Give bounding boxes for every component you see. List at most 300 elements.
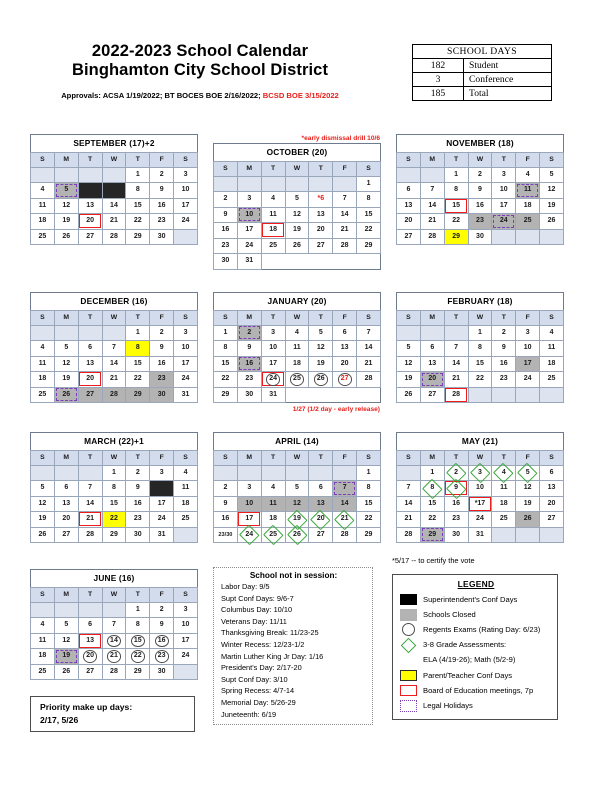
- calendar-day-cell[interactable]: [357, 192, 381, 208]
- calendar-day-cell[interactable]: [150, 372, 174, 388]
- calendar-day-cell[interactable]: [285, 192, 309, 208]
- calendar-day-cell[interactable]: [54, 356, 78, 372]
- calendar-day-cell[interactable]: [214, 527, 238, 543]
- calendar-day-cell[interactable]: [540, 512, 564, 528]
- calendar-day-cell[interactable]: [237, 325, 261, 341]
- calendar-day-cell[interactable]: [420, 356, 444, 372]
- calendar-day-cell[interactable]: [492, 341, 516, 357]
- calendar-day-cell[interactable]: [150, 229, 174, 245]
- calendar-day-cell[interactable]: [444, 465, 468, 481]
- calendar-day-cell[interactable]: [516, 481, 540, 497]
- calendar-day-cell[interactable]: [102, 183, 126, 199]
- calendar-day-cell[interactable]: [214, 481, 238, 497]
- calendar-day-cell[interactable]: [285, 527, 309, 543]
- calendar-day-cell[interactable]: [333, 356, 357, 372]
- calendar-day-cell[interactable]: [102, 633, 126, 649]
- calendar-day-cell[interactable]: [516, 465, 540, 481]
- calendar-day-cell[interactable]: [261, 387, 285, 403]
- calendar-day-cell[interactable]: [126, 198, 150, 214]
- calendar-day-cell[interactable]: [444, 356, 468, 372]
- calendar-day-cell[interactable]: [492, 356, 516, 372]
- calendar-day-cell[interactable]: [309, 341, 333, 357]
- calendar-day-cell[interactable]: [309, 238, 333, 254]
- calendar-day-cell[interactable]: [420, 496, 444, 512]
- calendar-day-cell[interactable]: [150, 512, 174, 528]
- calendar-day-cell[interactable]: [78, 496, 102, 512]
- calendar-day-cell[interactable]: [150, 527, 174, 543]
- calendar-day-cell[interactable]: [333, 223, 357, 239]
- calendar-day-cell[interactable]: [102, 356, 126, 372]
- calendar-day-cell[interactable]: [102, 341, 126, 357]
- calendar-day-cell[interactable]: [492, 372, 516, 388]
- calendar-day-cell[interactable]: [492, 198, 516, 214]
- calendar-day-cell[interactable]: [31, 649, 55, 665]
- calendar-day-cell[interactable]: [492, 496, 516, 512]
- calendar-day-cell[interactable]: [333, 527, 357, 543]
- calendar-day-cell[interactable]: [309, 356, 333, 372]
- calendar-day-cell[interactable]: [78, 198, 102, 214]
- calendar-day-cell[interactable]: [54, 618, 78, 634]
- calendar-day-cell[interactable]: [102, 527, 126, 543]
- calendar-day-cell[interactable]: [174, 214, 198, 230]
- calendar-day-cell[interactable]: [31, 356, 55, 372]
- calendar-day-cell[interactable]: [261, 372, 285, 388]
- calendar-day-cell[interactable]: [285, 325, 309, 341]
- calendar-day-cell[interactable]: [397, 356, 421, 372]
- calendar-day-cell[interactable]: [102, 496, 126, 512]
- calendar-day-cell[interactable]: [174, 325, 198, 341]
- calendar-day-cell[interactable]: [444, 341, 468, 357]
- calendar-day-cell[interactable]: [78, 341, 102, 357]
- calendar-day-cell[interactable]: [78, 649, 102, 665]
- calendar-day-cell[interactable]: [261, 207, 285, 223]
- calendar-day-cell[interactable]: [78, 481, 102, 497]
- calendar-day-cell[interactable]: [516, 372, 540, 388]
- calendar-day-cell[interactable]: [54, 214, 78, 230]
- calendar-day-cell[interactable]: [444, 214, 468, 230]
- calendar-day-cell[interactable]: [126, 356, 150, 372]
- calendar-day-cell[interactable]: [78, 633, 102, 649]
- calendar-day-cell[interactable]: [126, 664, 150, 680]
- calendar-day-cell[interactable]: [54, 527, 78, 543]
- calendar-day-cell[interactable]: [54, 372, 78, 388]
- calendar-day-cell[interactable]: [420, 214, 444, 230]
- calendar-day-cell[interactable]: [420, 229, 444, 245]
- calendar-day-cell[interactable]: [516, 325, 540, 341]
- calendar-day-cell[interactable]: [102, 465, 126, 481]
- calendar-day-cell[interactable]: [78, 229, 102, 245]
- calendar-day-cell[interactable]: [516, 214, 540, 230]
- calendar-day-cell[interactable]: [150, 465, 174, 481]
- calendar-day-cell[interactable]: [126, 602, 150, 618]
- calendar-day-cell[interactable]: [540, 214, 564, 230]
- calendar-day-cell[interactable]: [126, 496, 150, 512]
- calendar-day-cell[interactable]: [516, 167, 540, 183]
- calendar-day-cell[interactable]: [174, 633, 198, 649]
- calendar-day-cell[interactable]: [126, 183, 150, 199]
- calendar-day-cell[interactable]: [397, 481, 421, 497]
- calendar-day-cell[interactable]: [420, 387, 444, 403]
- calendar-day-cell[interactable]: [357, 465, 381, 481]
- calendar-day-cell[interactable]: [468, 527, 492, 543]
- calendar-day-cell[interactable]: [357, 512, 381, 528]
- calendar-day-cell[interactable]: [237, 496, 261, 512]
- calendar-day-cell[interactable]: [102, 198, 126, 214]
- calendar-day-cell[interactable]: [444, 167, 468, 183]
- calendar-day-cell[interactable]: [214, 356, 238, 372]
- calendar-day-cell[interactable]: [126, 527, 150, 543]
- calendar-day-cell[interactable]: [214, 341, 238, 357]
- calendar-day-cell[interactable]: [516, 341, 540, 357]
- calendar-day-cell[interactable]: [261, 192, 285, 208]
- calendar-day-cell[interactable]: [516, 183, 540, 199]
- calendar-day-cell[interactable]: [492, 167, 516, 183]
- calendar-day-cell[interactable]: [397, 527, 421, 543]
- calendar-day-cell[interactable]: [174, 496, 198, 512]
- calendar-day-cell[interactable]: [150, 356, 174, 372]
- calendar-day-cell[interactable]: [309, 481, 333, 497]
- calendar-day-cell[interactable]: [126, 512, 150, 528]
- calendar-day-cell[interactable]: [31, 481, 55, 497]
- calendar-day-cell[interactable]: [468, 481, 492, 497]
- calendar-day-cell[interactable]: [174, 481, 198, 497]
- calendar-day-cell[interactable]: [150, 341, 174, 357]
- calendar-day-cell[interactable]: [126, 229, 150, 245]
- calendar-day-cell[interactable]: [237, 527, 261, 543]
- calendar-day-cell[interactable]: [468, 496, 492, 512]
- calendar-day-cell[interactable]: [214, 223, 238, 239]
- calendar-day-cell[interactable]: [357, 527, 381, 543]
- calendar-day-cell[interactable]: [150, 664, 174, 680]
- calendar-day-cell[interactable]: [237, 341, 261, 357]
- calendar-day-cell[interactable]: [150, 618, 174, 634]
- calendar-day-cell[interactable]: [54, 664, 78, 680]
- calendar-day-cell[interactable]: [54, 633, 78, 649]
- calendar-day-cell[interactable]: [420, 198, 444, 214]
- calendar-day-cell[interactable]: [31, 341, 55, 357]
- calendar-day-cell[interactable]: [102, 618, 126, 634]
- calendar-day-cell[interactable]: [54, 387, 78, 403]
- calendar-day-cell[interactable]: [150, 602, 174, 618]
- calendar-day-cell[interactable]: [174, 512, 198, 528]
- calendar-day-cell[interactable]: [78, 618, 102, 634]
- calendar-day-cell[interactable]: [174, 372, 198, 388]
- calendar-day-cell[interactable]: [102, 372, 126, 388]
- calendar-day-cell[interactable]: [214, 387, 238, 403]
- calendar-day-cell[interactable]: [285, 372, 309, 388]
- calendar-day-cell[interactable]: [333, 481, 357, 497]
- calendar-day-cell[interactable]: [102, 481, 126, 497]
- calendar-day-cell[interactable]: [333, 372, 357, 388]
- calendar-day-cell[interactable]: [468, 325, 492, 341]
- calendar-day-cell[interactable]: [150, 496, 174, 512]
- calendar-day-cell[interactable]: [78, 214, 102, 230]
- calendar-day-cell[interactable]: [78, 183, 102, 199]
- calendar-day-cell[interactable]: [102, 512, 126, 528]
- calendar-day-cell[interactable]: [54, 512, 78, 528]
- calendar-day-cell[interactable]: [444, 198, 468, 214]
- calendar-day-cell[interactable]: [237, 192, 261, 208]
- calendar-day-cell[interactable]: [261, 512, 285, 528]
- calendar-day-cell[interactable]: [78, 664, 102, 680]
- calendar-day-cell[interactable]: [333, 207, 357, 223]
- calendar-day-cell[interactable]: [333, 341, 357, 357]
- calendar-day-cell[interactable]: [102, 214, 126, 230]
- calendar-day-cell[interactable]: [397, 387, 421, 403]
- calendar-day-cell[interactable]: [150, 649, 174, 665]
- calendar-day-cell[interactable]: [357, 341, 381, 357]
- calendar-day-cell[interactable]: [420, 341, 444, 357]
- calendar-day-cell[interactable]: [309, 223, 333, 239]
- calendar-day-cell[interactable]: [444, 512, 468, 528]
- calendar-day-cell[interactable]: [126, 325, 150, 341]
- calendar-day-cell[interactable]: [102, 229, 126, 245]
- calendar-day-cell[interactable]: [214, 325, 238, 341]
- calendar-day-cell[interactable]: [31, 387, 55, 403]
- calendar-day-cell[interactable]: [468, 167, 492, 183]
- calendar-day-cell[interactable]: [468, 229, 492, 245]
- calendar-day-cell[interactable]: [540, 465, 564, 481]
- calendar-day-cell[interactable]: [540, 481, 564, 497]
- calendar-day-cell[interactable]: [333, 325, 357, 341]
- calendar-day-cell[interactable]: [444, 496, 468, 512]
- calendar-day-cell[interactable]: [237, 238, 261, 254]
- calendar-day-cell[interactable]: [261, 341, 285, 357]
- calendar-day-cell[interactable]: [397, 198, 421, 214]
- calendar-day-cell[interactable]: [261, 238, 285, 254]
- calendar-day-cell[interactable]: [214, 238, 238, 254]
- calendar-day-cell[interactable]: [420, 527, 444, 543]
- calendar-day-cell[interactable]: [540, 496, 564, 512]
- calendar-day-cell[interactable]: [126, 167, 150, 183]
- calendar-day-cell[interactable]: [214, 207, 238, 223]
- calendar-day-cell[interactable]: [126, 649, 150, 665]
- calendar-day-cell[interactable]: [102, 664, 126, 680]
- calendar-day-cell[interactable]: [126, 633, 150, 649]
- calendar-day-cell[interactable]: [333, 238, 357, 254]
- calendar-day-cell[interactable]: [357, 372, 381, 388]
- calendar-day-cell[interactable]: [78, 372, 102, 388]
- calendar-day-cell[interactable]: [333, 496, 357, 512]
- calendar-day-cell[interactable]: [444, 229, 468, 245]
- calendar-day-cell[interactable]: [420, 481, 444, 497]
- calendar-day-cell[interactable]: [468, 356, 492, 372]
- calendar-day-cell[interactable]: [174, 356, 198, 372]
- calendar-day-cell[interactable]: [540, 183, 564, 199]
- calendar-day-cell[interactable]: [285, 496, 309, 512]
- calendar-day-cell[interactable]: [285, 341, 309, 357]
- calendar-day-cell[interactable]: [420, 183, 444, 199]
- calendar-day-cell[interactable]: [174, 602, 198, 618]
- calendar-day-cell[interactable]: [357, 223, 381, 239]
- calendar-day-cell[interactable]: [309, 192, 333, 208]
- calendar-day-cell[interactable]: [214, 192, 238, 208]
- calendar-day-cell[interactable]: [174, 465, 198, 481]
- calendar-day-cell[interactable]: [261, 325, 285, 341]
- calendar-day-cell[interactable]: [444, 183, 468, 199]
- calendar-day-cell[interactable]: [150, 633, 174, 649]
- calendar-day-cell[interactable]: [492, 512, 516, 528]
- calendar-day-cell[interactable]: [261, 496, 285, 512]
- calendar-day-cell[interactable]: [540, 325, 564, 341]
- calendar-day-cell[interactable]: [397, 512, 421, 528]
- calendar-day-cell[interactable]: [261, 527, 285, 543]
- calendar-day-cell[interactable]: [492, 481, 516, 497]
- calendar-day-cell[interactable]: [31, 618, 55, 634]
- calendar-day-cell[interactable]: [309, 496, 333, 512]
- calendar-day-cell[interactable]: [150, 167, 174, 183]
- calendar-day-cell[interactable]: [540, 341, 564, 357]
- calendar-day-cell[interactable]: [492, 214, 516, 230]
- calendar-day-cell[interactable]: [357, 207, 381, 223]
- calendar-day-cell[interactable]: [285, 207, 309, 223]
- calendar-day-cell[interactable]: [468, 198, 492, 214]
- calendar-day-cell[interactable]: [468, 183, 492, 199]
- calendar-day-cell[interactable]: [54, 341, 78, 357]
- calendar-day-cell[interactable]: [397, 341, 421, 357]
- calendar-day-cell[interactable]: [516, 512, 540, 528]
- calendar-day-cell[interactable]: [309, 512, 333, 528]
- calendar-day-cell[interactable]: [174, 387, 198, 403]
- calendar-day-cell[interactable]: [31, 496, 55, 512]
- calendar-day-cell[interactable]: [397, 496, 421, 512]
- calendar-day-cell[interactable]: [31, 214, 55, 230]
- calendar-day-cell[interactable]: [150, 387, 174, 403]
- calendar-day-cell[interactable]: [214, 254, 238, 270]
- calendar-day-cell[interactable]: [397, 183, 421, 199]
- calendar-day-cell[interactable]: [468, 341, 492, 357]
- calendar-day-cell[interactable]: [54, 198, 78, 214]
- calendar-day-cell[interactable]: [126, 618, 150, 634]
- calendar-day-cell[interactable]: [31, 527, 55, 543]
- calendar-day-cell[interactable]: [492, 465, 516, 481]
- calendar-day-cell[interactable]: [78, 387, 102, 403]
- calendar-day-cell[interactable]: [214, 372, 238, 388]
- calendar-day-cell[interactable]: [237, 512, 261, 528]
- calendar-day-cell[interactable]: [150, 325, 174, 341]
- calendar-day-cell[interactable]: [357, 496, 381, 512]
- calendar-day-cell[interactable]: [540, 372, 564, 388]
- calendar-day-cell[interactable]: [237, 207, 261, 223]
- calendar-day-cell[interactable]: [54, 649, 78, 665]
- calendar-day-cell[interactable]: [102, 387, 126, 403]
- calendar-day-cell[interactable]: [214, 496, 238, 512]
- calendar-day-cell[interactable]: [261, 356, 285, 372]
- calendar-day-cell[interactable]: [309, 325, 333, 341]
- calendar-day-cell[interactable]: [31, 198, 55, 214]
- calendar-day-cell[interactable]: [174, 198, 198, 214]
- calendar-day-cell[interactable]: [54, 183, 78, 199]
- calendar-day-cell[interactable]: [468, 372, 492, 388]
- calendar-day-cell[interactable]: [126, 387, 150, 403]
- calendar-day-cell[interactable]: [54, 496, 78, 512]
- calendar-day-cell[interactable]: [285, 238, 309, 254]
- calendar-day-cell[interactable]: [540, 167, 564, 183]
- calendar-day-cell[interactable]: [357, 176, 381, 192]
- calendar-day-cell[interactable]: [492, 325, 516, 341]
- calendar-day-cell[interactable]: [357, 238, 381, 254]
- calendar-day-cell[interactable]: [444, 372, 468, 388]
- calendar-day-cell[interactable]: [420, 465, 444, 481]
- calendar-day-cell[interactable]: [333, 512, 357, 528]
- calendar-day-cell[interactable]: [285, 512, 309, 528]
- calendar-day-cell[interactable]: [31, 229, 55, 245]
- calendar-day-cell[interactable]: [540, 356, 564, 372]
- calendar-day-cell[interactable]: [516, 496, 540, 512]
- calendar-day-cell[interactable]: [285, 356, 309, 372]
- calendar-day-cell[interactable]: [126, 341, 150, 357]
- calendar-day-cell[interactable]: [174, 618, 198, 634]
- calendar-day-cell[interactable]: [174, 167, 198, 183]
- calendar-day-cell[interactable]: [420, 372, 444, 388]
- calendar-day-cell[interactable]: [78, 527, 102, 543]
- calendar-day-cell[interactable]: [237, 372, 261, 388]
- calendar-day-cell[interactable]: [150, 214, 174, 230]
- calendar-day-cell[interactable]: [420, 512, 444, 528]
- calendar-day-cell[interactable]: [309, 527, 333, 543]
- calendar-day-cell[interactable]: [237, 223, 261, 239]
- calendar-day-cell[interactable]: [237, 481, 261, 497]
- calendar-day-cell[interactable]: [285, 223, 309, 239]
- calendar-day-cell[interactable]: [397, 372, 421, 388]
- calendar-day-cell[interactable]: [126, 214, 150, 230]
- calendar-day-cell[interactable]: [150, 481, 174, 497]
- calendar-day-cell[interactable]: [174, 183, 198, 199]
- calendar-day-cell[interactable]: [357, 356, 381, 372]
- calendar-day-cell[interactable]: [31, 633, 55, 649]
- calendar-day-cell[interactable]: [444, 527, 468, 543]
- calendar-day-cell[interactable]: [31, 512, 55, 528]
- calendar-day-cell[interactable]: [309, 372, 333, 388]
- calendar-day-cell[interactable]: [492, 183, 516, 199]
- calendar-day-cell[interactable]: [54, 481, 78, 497]
- calendar-day-cell[interactable]: [468, 465, 492, 481]
- calendar-day-cell[interactable]: [214, 512, 238, 528]
- calendar-day-cell[interactable]: [285, 481, 309, 497]
- calendar-day-cell[interactable]: [468, 214, 492, 230]
- calendar-day-cell[interactable]: [54, 229, 78, 245]
- calendar-day-cell[interactable]: [237, 356, 261, 372]
- calendar-day-cell[interactable]: [516, 356, 540, 372]
- calendar-day-cell[interactable]: [333, 192, 357, 208]
- calendar-day-cell[interactable]: [78, 356, 102, 372]
- calendar-day-cell[interactable]: [78, 512, 102, 528]
- calendar-day-cell[interactable]: [237, 387, 261, 403]
- calendar-day-cell[interactable]: [174, 341, 198, 357]
- calendar-day-cell[interactable]: [444, 387, 468, 403]
- calendar-day-cell[interactable]: [150, 183, 174, 199]
- calendar-day-cell[interactable]: [174, 649, 198, 665]
- calendar-day-cell[interactable]: [31, 664, 55, 680]
- calendar-day-cell[interactable]: [237, 254, 261, 270]
- calendar-day-cell[interactable]: [540, 198, 564, 214]
- calendar-day-cell[interactable]: [397, 229, 421, 245]
- calendar-day-cell[interactable]: [309, 207, 333, 223]
- calendar-day-cell[interactable]: [516, 198, 540, 214]
- calendar-day-cell[interactable]: [468, 512, 492, 528]
- calendar-day-cell[interactable]: [357, 325, 381, 341]
- calendar-day-cell[interactable]: [150, 198, 174, 214]
- calendar-day-cell[interactable]: [397, 214, 421, 230]
- calendar-day-cell[interactable]: [357, 481, 381, 497]
- calendar-day-cell[interactable]: [444, 481, 468, 497]
- calendar-day-cell[interactable]: [126, 481, 150, 497]
- calendar-day-cell[interactable]: [261, 223, 285, 239]
- calendar-day-cell[interactable]: [261, 481, 285, 497]
- calendar-day-cell[interactable]: [126, 372, 150, 388]
- calendar-day-cell[interactable]: [102, 649, 126, 665]
- calendar-day-cell[interactable]: [31, 372, 55, 388]
